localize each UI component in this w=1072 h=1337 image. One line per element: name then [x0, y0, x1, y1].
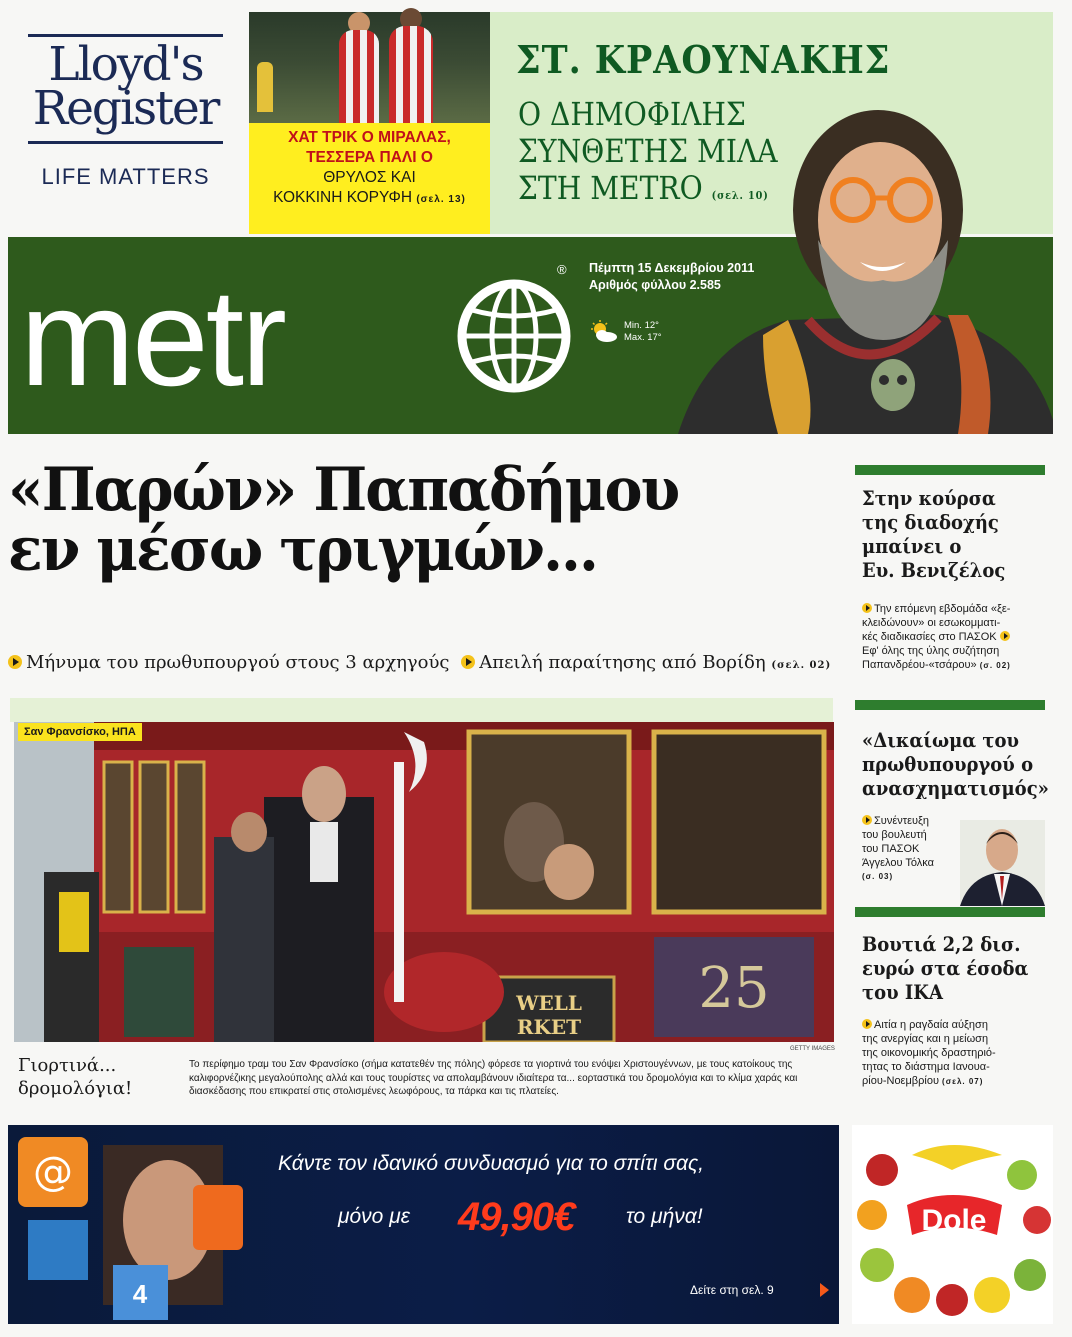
body-line: Παπανδρέου-«τσάρου» — [862, 659, 977, 671]
lloyds-tagline: LIFE MATTERS — [41, 164, 210, 189]
tram-photo — [14, 722, 834, 1042]
photo-caption-text: Το περίφημο τραμ του Σαν Φρανσίσκο (σήμα κατατεθέν της πόλης) φόρεσε τα γιορτινά του ενόψει Χριστουγέννων, με τους κατοίκους της καλιφορνέζικης μεγαλούπολης αλλά και τους τουρίστες να απολαμβάνουν ιδιαίτερα τα... εορταστικά του δρομολόγια και το κλίμα χαράς και διασκέδασης που επικρατεί στις στολισμένες λεωφόρους, τα πάρκα και τις πλατείες. — [189, 1059, 798, 1097]
sidebar-story-1-headline[interactable] — [862, 486, 1005, 582]
headline-line: «Παρών» Παπαδήμου — [8, 455, 679, 525]
bottom-rule — [28, 141, 223, 144]
body-line: της ανεργίας και η μείωση — [862, 1033, 989, 1045]
sidebar-headline-line: Στην κούρσα — [862, 486, 996, 510]
sport-line: ΚΟΚΚΙΝΗ ΚΟΡΥΦΗ — [273, 189, 413, 206]
body-line: κές διαδικασίες στο ΠΑΣΟΚ — [862, 631, 997, 643]
headline-line: εν μέσω τριγμών... — [8, 515, 597, 585]
body-line: κλειδώνουν» οι εσωκομματι- — [862, 617, 1001, 629]
caption-title-line: Γιορτινά... — [18, 1055, 117, 1076]
dole-ad[interactable] — [852, 1125, 1053, 1324]
svg-text:@: @ — [33, 1149, 73, 1195]
page-ref: (σ. 03) — [862, 872, 894, 881]
ad-price-prefix: μόνο με — [338, 1205, 410, 1228]
metro-logo[interactable]: metr — [20, 261, 284, 415]
lead-bullet: Μήνυμα του πρωθυπουργού στους 3 αρχηγούς — [26, 652, 450, 673]
partly-cloudy-icon — [589, 320, 619, 344]
body-line: Άγγελου Τόλκα — [862, 857, 935, 869]
sidebar-headline-line: του ΙΚΑ — [862, 980, 943, 1004]
photo-credit: GETTY IMAGES — [790, 1046, 835, 1052]
page-ref: (σελ. 13) — [416, 194, 466, 205]
page-ref: (σελ. 07) — [942, 1077, 984, 1086]
sidebar-headline-line: μπαίνει ο — [862, 534, 962, 558]
feature-line: ΣΤΗ METRO — [518, 169, 703, 207]
ad-price: 49,90€ — [458, 1195, 575, 1239]
tram-number: 25 — [698, 956, 770, 1021]
body-line: Την επόμενη εβδομάδα «ξε- — [874, 603, 1011, 615]
referee-figure — [257, 62, 273, 112]
arrow-icon — [862, 1019, 872, 1029]
issue-number: Αριθμός φύλλου 2.585 — [589, 278, 721, 292]
sidebar-headline-line: Βουτιά 2,2 δισ. — [862, 932, 1021, 956]
telecom-ad[interactable] — [8, 1125, 839, 1324]
tolkas-portrait — [960, 820, 1045, 906]
football-photo — [249, 12, 490, 123]
sidebar-headline-line: πρωθυπουργού ο — [862, 752, 1034, 776]
lead-headline[interactable] — [8, 455, 797, 585]
sidebar-divider — [855, 907, 1045, 917]
sidebar-story-3-body — [862, 1018, 1052, 1089]
dole-logo: Dole — [921, 1204, 987, 1237]
photo-location-tag: Σαν Φρανσίσκο, ΗΠΑ — [18, 723, 142, 741]
sidebar-headline-line: Ευ. Βενιζέλος — [862, 558, 1006, 582]
page-ref: (σ. 02) — [979, 661, 1011, 670]
sidebar-story-1-body — [862, 602, 1052, 673]
ad-tile-number: 4 — [132, 1279, 148, 1309]
sport-line: ΘΡΥΛΟΣ ΚΑΙ — [323, 169, 416, 186]
page-ref: (σελ. 10) — [711, 189, 769, 202]
arrow-icon — [461, 655, 475, 669]
sport-teaser[interactable] — [249, 12, 490, 234]
arrow-icon — [1000, 631, 1010, 641]
player-figure — [339, 30, 379, 123]
sidebar-story-3-headline[interactable] — [862, 932, 1028, 1004]
sidebar-headline-line: ανασχηματισμός» — [862, 776, 1049, 800]
sidebar-headline-line: «Δικαίωμα του — [862, 728, 1020, 752]
temp-max: Max. 17° — [624, 332, 662, 343]
feature-line: ΣΥΝΘΕΤΗΣ ΜΙΛΑ — [518, 132, 778, 170]
arrow-icon — [862, 815, 872, 825]
lloyds-name-line2: Register — [32, 81, 219, 136]
feature-line: Ο ΔΗΜΟΦΙΛΗΣ — [518, 95, 746, 133]
lloyds-register-ad[interactable] — [28, 34, 223, 224]
ad-price-suffix: το μήνα! — [626, 1205, 703, 1228]
sport-text — [249, 128, 490, 210]
registered-mark: ® — [557, 262, 567, 277]
composer-photo — [668, 90, 1053, 434]
body-line: Αιτία η ραγδαία αύξηση — [874, 1019, 988, 1031]
ad-see-page[interactable]: Δείτε στη σελ. 9 — [690, 1283, 774, 1297]
sidebar-divider — [855, 465, 1045, 475]
sidebar-divider — [855, 700, 1045, 710]
globe-icon — [456, 278, 572, 394]
player-figure — [389, 26, 433, 123]
photo-band — [10, 698, 833, 722]
lead-bullets — [8, 652, 838, 677]
lloyds-name — [28, 37, 223, 136]
arrow-right-icon — [820, 1283, 829, 1297]
caption-title-line: δρομολόγια! — [18, 1078, 133, 1099]
body-line: Εφ' όλης της ύλης συζήτηση — [862, 645, 1000, 657]
tram-sign-2: RKET — [516, 1015, 582, 1039]
body-line: Συνέντευξη — [874, 815, 930, 827]
body-line: της οικονομικής δραστηριό- — [862, 1047, 996, 1059]
sport-line: ΧΑΤ ΤΡΙΚ Ο ΜΙΡΑΛΑΣ, — [288, 129, 451, 146]
ad-headline: Κάντε τον ιδανικό συνδυασμό για το σπίτι σας, — [278, 1152, 705, 1175]
photo-caption-title — [18, 1054, 132, 1100]
feature-title: ΣΤ. ΚΡΑΟΥΝΑΚΗΣ — [516, 37, 891, 82]
arrow-icon — [862, 603, 872, 613]
tram-sign-1: WELL — [516, 991, 582, 1015]
arrow-icon — [8, 655, 22, 669]
sport-line: ΤΕΣΣΕΡΑ ΠΑΛΙ Ο — [306, 149, 433, 166]
body-line: τητας το διάστημα Ιανουα- — [862, 1061, 990, 1073]
sidebar-story-2-body — [862, 814, 962, 884]
temp-min: Min. 12° — [624, 320, 659, 331]
fruit-collage — [852, 1125, 1053, 1324]
sidebar-headline-line: της διαδοχής — [862, 510, 999, 534]
body-line: ρίου-Νοεμβρίου — [862, 1075, 939, 1087]
page-ref: (σελ. 02) — [771, 660, 832, 671]
lead-bullet: Απειλή παραίτησης από Βορίδη — [479, 652, 766, 673]
issue-date: Πέμπτη 15 Δεκεμβρίου 2011 — [589, 261, 755, 275]
body-line: του ΠΑΣΟΚ — [862, 843, 920, 855]
sidebar-headline-line: ευρώ στα έσοδα — [862, 956, 1029, 980]
body-line: του βουλευτή — [862, 829, 927, 841]
ad-collage — [8, 1125, 268, 1324]
lloyds-name-line1: Lloyd's — [48, 37, 203, 92]
sidebar-story-2-headline[interactable] — [862, 728, 1049, 800]
